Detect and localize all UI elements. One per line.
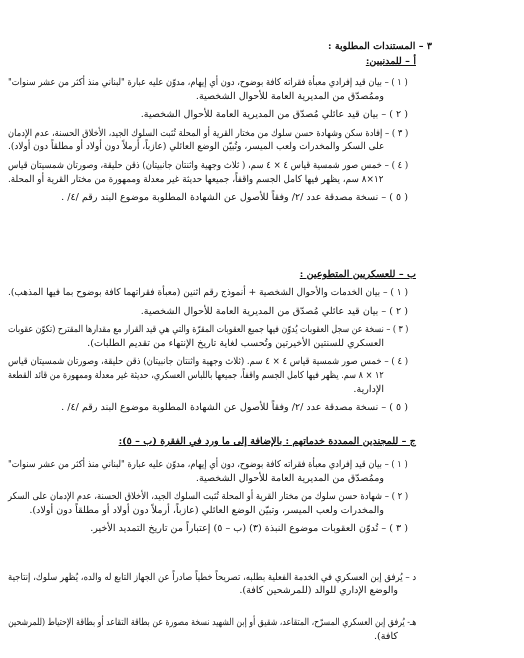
subsection-a-label: أ – للمدنيين: xyxy=(365,56,416,67)
subsection-b-label: ب – للعسكريين المتطوعين : xyxy=(299,269,416,280)
a-item-1-line: ( ١ ) – بيان قيد إفرادي معبأة فقراته كافة بوضوح، دون أي إيهام، مدوّن عليه عبارة "لبناني منذ أكثر من عشر سنوات" xyxy=(8,77,408,88)
c-item-2-line: ( ٢ ) – شهادة حسن سلوك من مختار القرية أو المحلة تُثبت السلوك الجيد، الأخلاق الحسنة، عدم الإدمان على السكر xyxy=(7,491,408,503)
c-item-3-line: ( ٣ ) – تُدوّن العقوبات موضوع النبذة (٣) (ب – ٥) إعتباراً من تاريخ التمديد الأخير. xyxy=(90,523,408,535)
b-item-1-line: ( ١ ) – بيان الخدمات والأحوال الشخصية + أنموذج رقم اثنين (معبأة فقراتهما كافة بوضوح بما فيها المذهب). xyxy=(7,287,408,298)
a-item-5-line: ( ٥ ) – نسخة مصدقة عدد /٢/ وفقاً للأصول عن الشهادة المطلوبة موضوع البند رقم /٤/ . xyxy=(61,192,408,204)
b-item-4-line: ( ٤ ) – خمس صور شمسية قياس ٤ × ٤ سم. (ثلاث وجهية واثنتان جانبيتان) ذقن حليقة، وصورتان شمسيتان قياس xyxy=(7,356,408,368)
c-item-1-line: وممُصدّق من المديرية العامة للأحوال الشخصية. xyxy=(195,472,384,484)
subsection-e-line: كافة). xyxy=(373,631,398,642)
a-item-1-line: وممُصدّق من المديرية العامة للأحوال الشخصية. xyxy=(195,90,384,102)
section-heading: ٣ – المستندات المطلوبة : xyxy=(327,41,432,52)
a-item-2-line: ( ٢ ) – بيان قيد عائلي مُصدّق من المديرية العامة للأحوال الشخصية. xyxy=(140,109,408,121)
b-item-4-line: ١٢ × ٨ سم. يظهر فيها كامل الجسم واقفاً، جميعها باللباس العسكري، حديثة غير معدلة وممهورة من قائد القطعة xyxy=(8,370,384,381)
b-item-4-line: الإدارية. xyxy=(353,383,384,395)
b-item-5-line: ( ٥ ) – نسخة مصدقة عدد /٢/ وفقاً للأصول عن الشهادة المطلوبة موضوع البند رقم /٤/ . xyxy=(61,402,408,414)
subsection-d-line: والوضع الإداري للوالد (للمرشحين كافة). xyxy=(239,585,398,596)
subsection-c-label: ج – للمجندين الممددة خدماتهم : بالإضافة إلى ما ورد في الفقرة (ب – ٥): xyxy=(118,436,416,447)
a-item-3-line: على السكر والمخدرات ولعب الميسر، وتُبيّن الوضع العائلي (عازباً، أرملاً دون أولاد أو مطلقاً دون أولاد). xyxy=(7,141,384,153)
b-item-3-line: ( ٣ ) – نسخة عن سجل العقوبات يُدوّن فيها جميع العقوبات المقرّة والتي هي قيد القرار مع مقدارها المقترح (تكوّن عقوبات xyxy=(7,324,408,336)
subsection-d-line: د – يُرفق إبن العسكري في الخدمة الفعلية بطلبه، تصريحاً خطياً صادراً عن الجهاز التابع له والده، يُظهر سلوك، إنتاجية xyxy=(7,572,416,583)
c-item-2-line: والمخدرات ولعب الميسر، وتبيّن الوضع العائلي (عازباً، أرملاً دون أولاد أو مطلقاً دون أولاد). xyxy=(29,504,384,516)
subsection-e-line: هـ- يُرفق إبن العسكري المسرّح، المتقاعد، شقيق أو إبن الشهيد نسخة مصورة عن بطاقة التقاعد أو بطاقة الإحتياط (للمرشحين xyxy=(7,617,416,628)
b-item-2-line: ( ٢ ) – بيان قيد عائلي مُصدّق من المديرية العامة للأحوال الشخصية. xyxy=(140,305,408,317)
a-item-3-line: ( ٣ ) – إفادة سكن وشهادة حسن سلوك من مختار القرية أو المحلة تُثبت السلوك الجيد، الأخلاق الحسنة، عدم الإدمان xyxy=(7,127,408,139)
a-item-4-line: ١٢×٨ سم، يظهر فيها كامل الجسم واقفاً، جميعها حديثة غير معدلة وممهورة من مختار القرية أو المحلة. xyxy=(8,173,384,185)
b-item-3-line: العسكري للسنتين الأخيرتين وتُحسب لغاية تاريخ الإنتهاء من تقديم الطلبات). xyxy=(87,337,384,349)
c-item-1-line: ( ١ ) – بيان قيد إفرادي معبأة فقراته كافة بوضوح، دون أي إيهام، مدوّن عليه عبارة "لبناني منذ أكثر من عشر سنوات" xyxy=(8,459,408,470)
a-item-4-line: ( ٤ ) – خمس صور شمسية قياس ٤ × ٤ سم، ( ثلاث وجهية واثنتان جانبيتان) ذقن حليقة، وصورتان شمسيتان قياس xyxy=(7,160,408,171)
